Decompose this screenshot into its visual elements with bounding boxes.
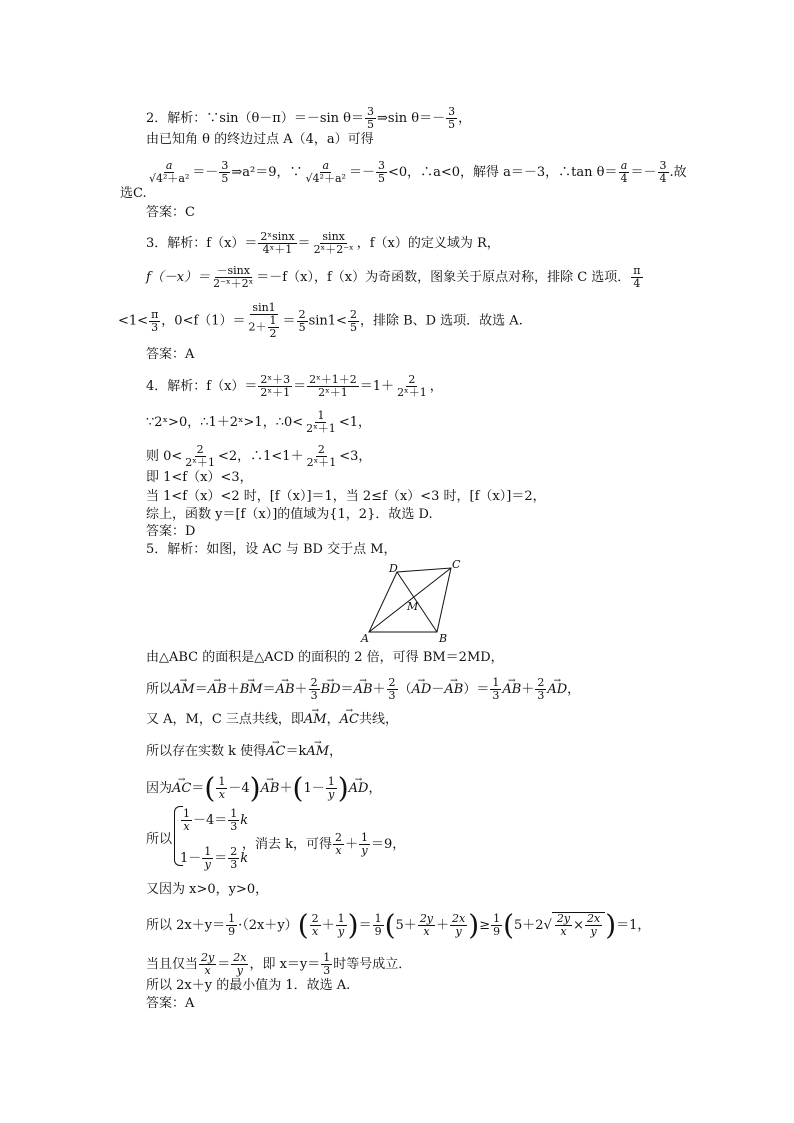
p5-line7-label: 所以 — [146, 832, 173, 847]
p5-line2: 由△ABC 的面积是△ACD 的面积的 2 倍，可得 BM＝2MD， — [146, 650, 504, 665]
p5-line10: 当且仅当 $\frac{2y}{x}$ ＝ $\frac{2x}{y}$ ，即 x＝y＝ $\frac{1}{3}$ 时等号成立． — [146, 951, 412, 977]
p4-line1: 4．解析：f（x）＝ $\frac{\text{2ˣ＋3}}{\text{2ˣ＋1}}$ ＝ $\frac{\text{2ˣ＋1＋2}}{\text{2ˣ＋1}}$ ＝1＋ $\frac{2}{\text{2ˣ＋1}}$ ， — [146, 373, 443, 399]
p5-line7-eq1: $\frac{1}{x}$ －4＝ $\frac{1}{3}$ k — [183, 807, 249, 833]
p5-line3: 所以→ AM＝→ AB＋→ BM＝→ AB＋ $\frac{2}{3}$ → BD＝→ AB＋ $\frac{2}{3}$ （→ AD－→ AB）＝ $\frac{1}{3}$ → AB＋ $\frac{2}{3}$ → AD， — [146, 677, 580, 702]
p3-line1: 3．解析：f（x）＝ $\frac{\text{2ˣsinx}}{\text{4ˣ＋1}}$ ＝ $\frac{\sin x}{\text{2ˣ＋2⁻ˣ}}$ ，f（x）的定义域为 R， — [146, 230, 500, 256]
p4-answer: 答案：D — [146, 524, 196, 539]
p4-line4: 即 1<f（x）<3， — [146, 470, 253, 485]
p3-answer: 答案：A — [146, 347, 195, 362]
p4-line2: ∵2ˣ>0，∴1＋2ˣ>1，∴0< $\frac{1}{\text{2ˣ＋1}}$ <1， — [146, 409, 371, 435]
p5-line7-rest: ，消去 k，可得 $\frac{2}{x}$ ＋ $\frac{1}{y}$ ＝9， — [242, 831, 406, 857]
label-b: B — [439, 632, 448, 644]
p5-line11: 所以 2x＋y 的最小值为 1．故选 A. — [146, 978, 351, 993]
p3-line2: f（－x）＝ $\frac{-\sin x}{\text{2⁻ˣ＋2ˣ}}$ ＝－f（x），f（x）为奇函数，图象关于原点对称，排除 C 选项． $\frac{\pi}{4}$ — [146, 264, 641, 290]
p3-line3: <1< $\frac{\pi}{3}$ ，0<f（1）＝ sin1 2＋ $\frac{1}{2}$ ＝ $\frac{2}{5}$ sin1< $\frac{2}{5}$ ，排除 B、D 选项．故选 A. — [118, 301, 523, 340]
label-m: M — [407, 600, 419, 613]
p4-line5: 当 1<f（x）<2 时，[f（x）]＝1，当 2≤f（x）<3 时，[f（x）]＝2， — [146, 489, 546, 504]
label-a: A — [361, 632, 369, 644]
p4-line6: 综上，函数 y＝[f（x）]的值域为{1，2}．故选 D. — [146, 507, 433, 522]
parallelogram-figure — [355, 558, 465, 644]
p5-line1: 5．解析：如图，设 AC 与 BD 交于点 M， — [146, 542, 397, 557]
p5-line7-eq2: 1－ $\frac{1}{y}$ ＝ $\frac{2}{3}$ k — [180, 845, 249, 871]
p2-line1: 2．解析：∵sin（θ－π）＝－sin θ＝ $\frac{3}{5}$ ⇒sin θ＝－ $\frac{3}{5}$ ， — [146, 105, 472, 131]
p2-answer: 答案：C — [146, 205, 195, 220]
p2-line3: $\frac{a}{\text{√4²＋a²}}$ ＝－ $\frac{3}{5}$ ⇒a²＝9，∵ $\frac{a}{\text{√4²＋a²}}$ ＝－ $\frac{3}{5}$ <0，∴a<0，解得 a＝－3，∴tan θ＝ $\frac{a}{4}$ ＝－ $\frac{3}{4}$ .故 — [149, 159, 687, 185]
p5-answer: 答案：A — [146, 996, 195, 1011]
p5-line4: 又 A，M，C 三点共线，即→ AM，→ AC共线， — [146, 712, 398, 728]
label-c: C — [452, 558, 461, 571]
p5-line5: 所以存在实数 k 使得→ AC＝k→ AM， — [146, 744, 342, 760]
p5-line6: 因为→ AC＝( $\frac{1}{x}$ －4)→ AB＋(1－ $\frac{1}{y}$ )→ AD， — [146, 776, 381, 801]
p2-line4: 选C. — [120, 186, 147, 201]
p5-line8: 又因为 x>0，y>0， — [146, 882, 269, 897]
p2-line2: 由已知角 θ 的终边过点 A（4，a）可得 — [146, 132, 374, 147]
p4-line3: 则 0< $\frac{2}{\text{2ˣ＋1}}$ <2，∴1<1＋ $\frac{2}{\text{2ˣ＋1}}$ <3， — [146, 443, 372, 469]
label-d: D — [389, 562, 398, 575]
p5-line9: 所以 2x＋y＝ $\frac{1}{9}$ ·（2x＋y）( $\frac{2}{x}$ ＋ $\frac{1}{y}$ )＝ $\frac{1}{9}$ (5＋ $\frac{2y}{x}$ ＋ $\frac{2x}{y}$ )≥ $\frac{1}{9}$ (5＋2√ $\frac{2y}{x}$ × $\frac{2x}{y}$ )＝1， — [146, 908, 651, 942]
